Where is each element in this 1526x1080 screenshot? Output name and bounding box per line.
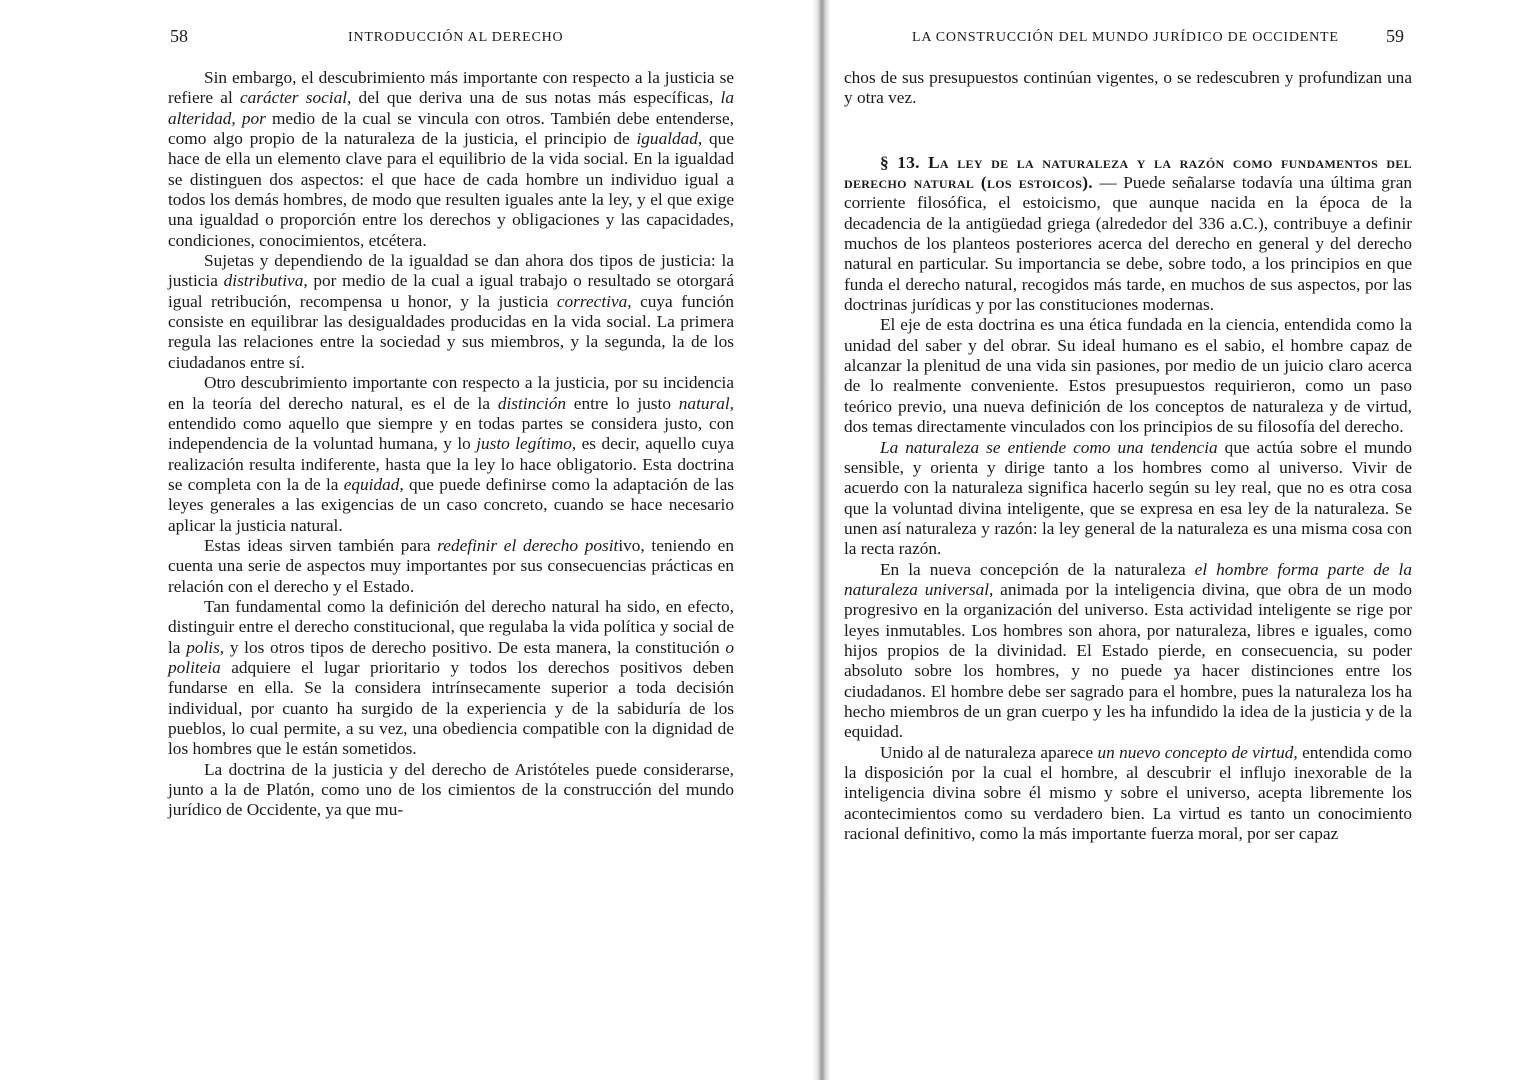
text-run: — Puede señalarse todavía una última gran corriente filosófica, el estoicismo, que aunque nacida en la época de la decadencia de la antigüedad griega (alrededor del 336 a.C.), contribuye a definir muchos de los planteos posteriores acerca del derecho en general y del derecho natural en particular. Su importancia se debe, sobre todo, a los principios en que funda el derecho natural, recogidos más tarde, en muchos de sus aspectos, por las doctrinas jurídicas y por las constituciones modernas.: [844, 173, 1413, 315]
text-run: medio de la cual se vincula con otros. También debe entenderse, como algo propio de la naturaleza de la justicia, el principio de: [168, 108, 735, 149]
paragraph: [168, 760, 734, 821]
text-run: del que deriva una de sus notas más específicas,: [351, 88, 721, 108]
emphasis-text: redefinir el derecho posit: [437, 535, 619, 555]
text-run: El eje de esta doctrina es una ética fundada en la ciencia, entendida como la unidad del saber y del obrar. Su ideal humano es el sabio, el hombre capaz de alcanzar la plenitud de una vida sin pasiones, por medio de un juicio claro acerca de lo realmente conveniente. Estos presupuestos requirieron, como un paso teórico previo, una nueva definición de los conceptos de naturaleza y de virtud, dos temas directamente vinculados con los principios de su filosofía del derecho.: [844, 315, 1412, 437]
text-run: por medio de la cual a igual trabajo o resultado se otorgará igual retribución, recompensa u honor, y la justicia: [168, 271, 734, 311]
section-heading: § 13. La ley de la naturaleza y la razón como fundamentos del derecho natural (los estoicos).: [844, 152, 1412, 193]
emphasis-text: justo legítimo,: [476, 434, 577, 454]
emphasis-text: correctiva,: [556, 291, 632, 311]
emphasis-text: natural,: [678, 393, 734, 413]
page-body: [844, 68, 1412, 844]
emphasis-text: el hombre forma parte de la naturaleza universal,: [844, 559, 1412, 599]
emphasis-text: distinción: [497, 393, 566, 413]
page-body: [168, 68, 734, 821]
text-run: chos de sus presupuestos continúan vigentes, o se redescubren y profundizan una y otra vez.: [844, 68, 1412, 108]
text-run: adquiere el lugar prioritario y todos los derechos positivos deben fundarse en ella. Se la considera intrínsecamente superior a toda decisión individual, por cuanto ha surgido de la experiencia y de la sabiduría de los pueblos, lo cual permite, a su vez, una obediencia compatible con la dignidad de los hombres que le están sometidos.: [168, 657, 734, 759]
page-number: 58: [170, 26, 188, 46]
running-header: INTRODUCCIÓN AL DERECHO: [348, 30, 564, 45]
text-run: es decir, aquello cuya realización resulta indiferente, hasta que la ley lo hace obligatorio. Esta doctrina se completa con la de la: [168, 434, 734, 494]
emphasis-text: igualdad,: [636, 129, 703, 149]
emphasis-text: carácter social,: [239, 88, 352, 108]
paragraph: [168, 373, 734, 536]
running-header: LA CONSTRUCCIÓN DEL MUNDO JURÍDICO DE OCCIDENTE: [912, 30, 1339, 45]
text-run: Sin embargo, el descubrimiento más importante con respecto a la justicia se refiere al: [168, 68, 734, 108]
emphasis-text: un nuevo concepto de virtud,: [1097, 742, 1298, 762]
text-run: cuya función consiste en equilibrar las desigualdades producidas en la vida social. La primera regula las relaciones entre la sociedad y sus miembros, y la segunda, la de los ciudadanos entre sí.: [168, 291, 734, 372]
text-run: que puede definirse como la adaptación de las leyes generales a las exigencias de un caso concreto, cuando se hace necesario aplicar la justicia natural.: [168, 474, 734, 535]
text-run: Sujetas y dependiendo de la igualdad se dan ahora dos tipos de justicia: la justicia: [168, 251, 734, 291]
emphasis-text: polis,: [186, 637, 225, 657]
emphasis-text: equidad,: [343, 474, 404, 494]
section-paragraph: [844, 153, 1412, 316]
text-run: Estas ideas sirven también para: [204, 535, 438, 555]
text-run: Otro descubrimiento importante con respecto a la justicia, por su incidencia en la teoría del derecho natural, es el de la: [168, 373, 734, 413]
paragraph: [844, 315, 1412, 437]
page-number: 59: [1386, 26, 1404, 46]
text-run: Unido al de naturaleza aparece: [880, 742, 1098, 762]
emphasis-text: La naturaleza se entiende como una tendencia: [880, 437, 1218, 457]
emphasis-text: la alteridad, por: [168, 88, 734, 128]
text-run: entre lo justo: [566, 393, 679, 413]
emphasis-text: distributiva,: [223, 271, 308, 291]
text-run: Tan fundamental como la definición del derecho natural ha sido, en efecto, distinguir entre el derecho constitucional, que regulaba la vida política y social de la: [168, 596, 734, 657]
text-run: En la nueva concepción de la naturaleza: [880, 559, 1195, 579]
text-run: La doctrina de la justicia y del derecho de Aristóteles puede considerarse, junto a la de Platón, como uno de los cimientos de la construcción del mundo jurídico de Occidente, ya que mu-: [168, 759, 734, 820]
text-run: animada por la inteligencia divina, que obra de un modo progresivo en la organización del universo. Esta actividad inteligente se rige por leyes inmutables. Los hombres son ahora, por naturaleza, libres e iguales, como hijos propios de la divinidad. El Estado pierde, en consecuencia, su poder absoluto sobre los hombres, y no puede ya hacer distinciones entre los ciudadanos. El hombre debe ser sagrado para el hombre, pues la naturaleza los ha hecho miembros de un gran cuerpo y les ha infundido la idea de la justicia y de la equidad.: [844, 579, 1413, 742]
paragraph: [168, 597, 734, 760]
right-page: [820, 0, 1526, 1080]
paragraph: [844, 68, 1412, 109]
emphasis-text: o politeia: [168, 637, 734, 677]
text-run: que actúa sobre el mundo sensible, y orienta y dirige tanto a los hombres como al universo. Vivir de acuerdo con la naturaleza significa hacerlo según su ley real, que no es otra cosa que la voluntad divina inteligente, que se expresa en esa ley de la naturaleza. Se unen así naturaleza y razón: la ley general de la naturaleza es una misma cosa con la recta razón.: [844, 437, 1413, 559]
text-run: y los otros tipos de derecho positivo. De esta manera, la constitución: [224, 637, 726, 657]
paragraph: [168, 251, 734, 373]
paragraph: [168, 536, 734, 597]
paragraph: [844, 438, 1412, 560]
paragraph: [168, 68, 734, 251]
text-run: ivo, teniendo en cuenta una serie de aspectos muy importantes por sus consecuencias prácticas en relación con el derecho y el Estado.: [168, 535, 734, 596]
text-run: que hace de ella un elemento clave para el equilibrio de la vida social. En la igualdad se distinguen dos aspectos: el que hace de cada hombre un individuo igual a todos los demás hombres, de modo que resulten iguales ante la ley, y el que exige una igualdad o proporción entre los derechos y obligaciones y las capacidades, condiciones, conocimientos, etcétera.: [168, 129, 734, 250]
paragraph: [844, 560, 1412, 743]
text-run: entendido como aquello que siempre y en todas partes se considera justo, con independencia de la voluntad humana, y lo: [168, 413, 734, 454]
text-run: entendida como la disposición por la cual el hombre, al descubrir el influjo inexorable de la inteligencia divina sobre él mismo y sobre el universo, acepta libremente los acontecimientos como su verdadero bien. La virtud es tanto un conocimiento racional definitivo, como la más importante fuerza moral, por ser capaz: [844, 742, 1412, 844]
paragraph: [844, 743, 1412, 845]
